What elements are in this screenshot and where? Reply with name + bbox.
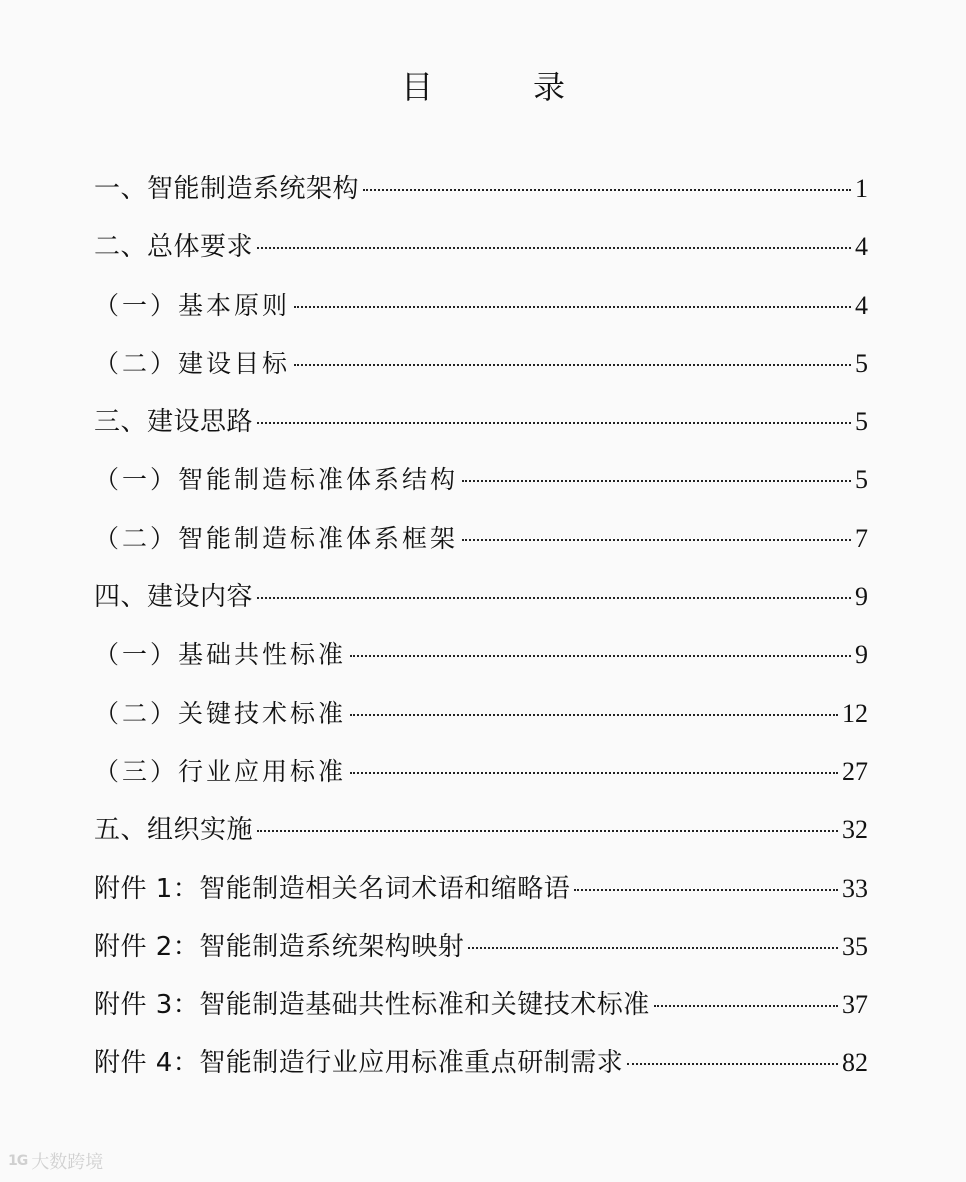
toc-leader-dots [468,947,838,949]
toc-entry[interactable] [94,451,868,509]
toc-entry-page-number: 9 [855,640,868,670]
toc-leader-dots [654,1005,838,1007]
toc-entry-label: 附件 1：智能制造相关名词术语和缩略语 [94,873,571,904]
toc-leader-dots [363,189,851,191]
toc-leader-dots [350,772,838,774]
watermark [8,1148,103,1174]
toc-entry[interactable] [94,976,868,1034]
toc-entry-label: （一）基础共性标准 [94,640,347,670]
toc-entry-label: 五、组织实施 [94,815,254,846]
toc-entry-page-number: 35 [842,931,868,961]
toc-entry-label: 二、总体要求 [94,232,254,263]
toc-entry[interactable] [94,277,868,335]
toc-entry-page-number: 82 [842,1048,868,1078]
toc-entry[interactable] [94,918,868,976]
toc-leader-dots [574,889,838,891]
toc-leader-dots [257,247,851,249]
toc-entry-page-number: 7 [855,523,868,553]
toc-leader-dots [294,364,851,366]
table-of-contents [94,160,868,1093]
toc-entry-page-number: 33 [842,873,868,903]
toc-entry[interactable] [94,685,868,743]
toc-entry-page-number: 1 [855,174,868,203]
toc-entry-label: 附件 3：智能制造基础共性标准和关键技术标准 [94,990,650,1021]
toc-entry-page-number: 9 [855,582,868,612]
toc-entry[interactable] [94,743,868,801]
toc-entry[interactable] [94,510,868,568]
toc-leader-dots [350,714,838,716]
toc-entry-label: （二）智能制造标准体系框架 [94,523,459,553]
toc-entry-page-number: 12 [842,698,868,728]
toc-entry[interactable] [94,218,868,276]
toc-entry[interactable] [94,801,868,859]
toc-leader-dots [350,655,851,657]
toc-leader-dots [257,422,851,424]
toc-entry[interactable] [94,626,868,684]
toc-entry-page-number: 4 [855,290,868,320]
toc-entry-label: （一）智能制造标准体系结构 [94,465,459,495]
toc-entry-label: （三）行业应用标准 [94,756,347,786]
toc-entry-page-number: 4 [855,232,868,262]
toc-entry-page-number: 5 [855,407,868,437]
watermark-text: 大数跨境 [31,1152,104,1173]
toc-leader-dots [462,539,851,541]
toc-entry-page-number: 27 [842,756,868,786]
toc-entry[interactable] [94,160,868,218]
watermark-logo: 1G [8,1153,28,1169]
toc-entry-page-number: 5 [855,348,868,378]
toc-entry-page-number: 37 [842,990,868,1020]
toc-entry-label: 四、建设内容 [94,582,254,613]
toc-entry-label: （二）建设目标 [94,348,291,378]
toc-entry-page-number: 5 [855,465,868,495]
toc-leader-dots [294,306,851,308]
toc-entry-label: 附件 2：智能制造系统架构映射 [94,931,465,962]
toc-entry[interactable] [94,393,868,451]
toc-entry[interactable] [94,335,868,393]
toc-leader-dots [257,830,838,832]
toc-entry-label: 附件 4：智能制造行业应用标准重点研制需求 [94,1048,624,1079]
toc-entry[interactable] [94,860,868,918]
toc-leader-dots [462,480,851,482]
toc-entry-label: 三、建设思路 [94,407,254,438]
toc-title: 目 录 [400,68,599,106]
toc-entry[interactable] [94,568,868,626]
toc-leader-dots [257,597,851,599]
toc-entry[interactable] [94,1034,868,1092]
toc-entry-label: （一）基本原则 [94,290,291,320]
toc-entry-label: （二）关键技术标准 [94,698,347,728]
toc-entry-label: 一、智能制造系统架构 [94,174,360,204]
toc-entry-page-number: 32 [842,815,868,845]
toc-leader-dots [627,1063,838,1065]
